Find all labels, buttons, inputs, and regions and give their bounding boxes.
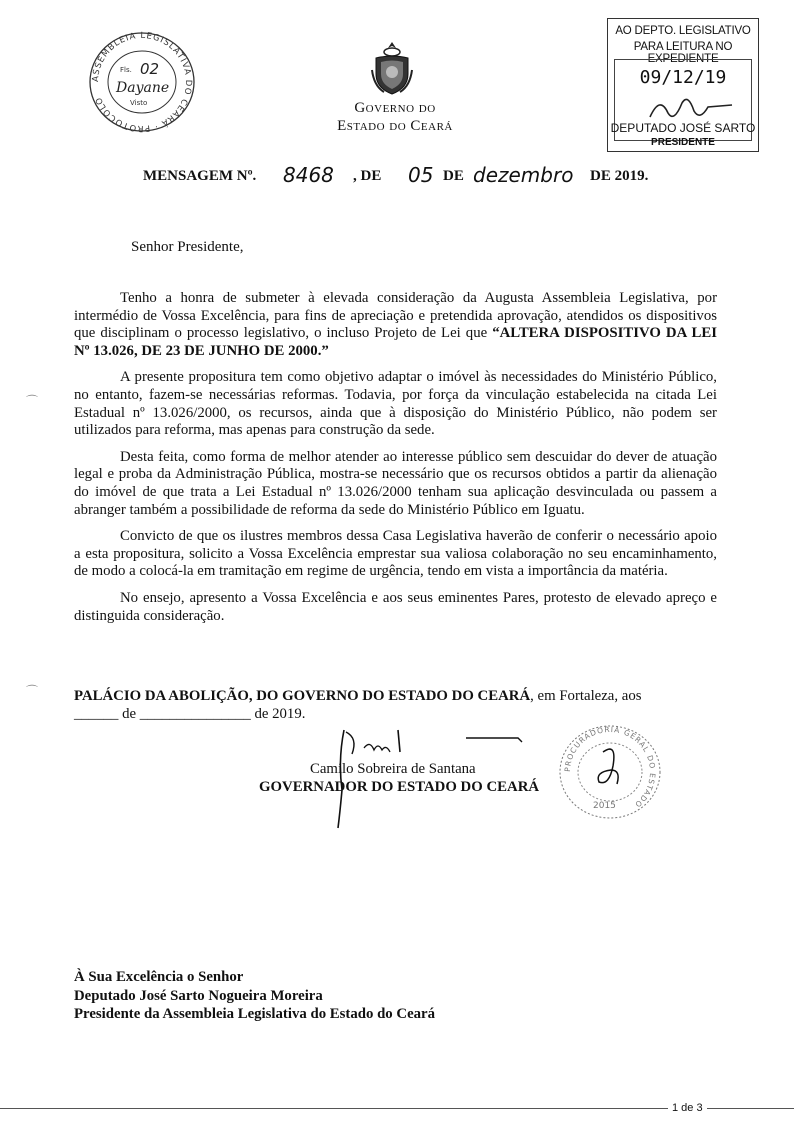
page-number: 1 de 3 bbox=[668, 1102, 707, 1114]
paragraph-4: Convicto de que os ilustres membros dessa Casa Legislativa haverão de conferir o necessário apoio a esta propositura, solicito a Vossa Excelência emprestar sua valiosa colaboração no seu encaminhamento, de modo a colocá-la em tramitação em regime de urgência, tendo em vista a importância da matéria. bbox=[74, 528, 717, 580]
margin-mark: ⌒ bbox=[26, 394, 39, 408]
message-year: DE 2019. bbox=[590, 168, 649, 184]
signatory-name: Camilo Sobreira de Santana bbox=[310, 761, 476, 777]
closing-de: de bbox=[122, 706, 137, 722]
reception-stamp bbox=[607, 18, 759, 152]
reception-stamp-line-2: PARA LEITURA NO EXPEDIENTE bbox=[633, 41, 733, 65]
visto-label: Visto bbox=[130, 99, 148, 107]
header-line-1: Governo do bbox=[354, 100, 436, 116]
closing-place-date bbox=[74, 687, 717, 723]
reception-stamp-deputy: DEPUTADO JOSÉ SARTO bbox=[610, 121, 756, 135]
recipient-line-1: À Sua Excelência o Senhor bbox=[74, 969, 244, 985]
reception-stamp-role: PRESIDENTE bbox=[651, 137, 715, 148]
message-number-line bbox=[143, 163, 663, 189]
recipient-line-3: Presidente da Assembleia Legislativa do Estado do Ceará bbox=[74, 1006, 436, 1022]
fls-label: Fls. bbox=[120, 66, 132, 74]
message-sep-de-1: , DE bbox=[353, 168, 382, 184]
paragraph-5: No ensejo, apresento a Vossa Excelência e aos seus eminentes Pares, protesto de elevado apreço e distinguida consideração. bbox=[74, 589, 717, 624]
coat-of-arms-icon bbox=[370, 40, 414, 96]
paragraph-2: A presente propositura tem como objetivo adaptar o imóvel às necessidades do Ministério Público, no entanto, fazem-se necessárias reformas. Todavia, por força da vinculação estabelecida na citada Lei Estadual nº 13.026/2000, os recursos, ainda que à disposição do Ministério Público, não podem ser utilizados para reforma, mas apenas para construção da sede. bbox=[74, 369, 717, 439]
pge-stamp-ring-text: PROCURADORIA GERAL DO ESTADO bbox=[562, 724, 658, 810]
message-month: dezembro bbox=[473, 163, 574, 187]
pge-stamp bbox=[555, 722, 665, 822]
salutation: Senhor Presidente, bbox=[131, 239, 244, 255]
message-day: 05 bbox=[408, 163, 434, 187]
paragraph-1-text: Tenho a honra de submeter à elevada consideração da Augusta Assembleia Legislativa, por intermédio de Vossa Excelência, para fins de apreciação e pretendida aprovação, atendidos os dispositivos que disciplinam o processo legislativo, o incluso Projeto de Lei que bbox=[74, 290, 717, 342]
fls-value: 02 bbox=[140, 60, 160, 78]
closing-year: de 2019. bbox=[254, 706, 306, 722]
message-label: MENSAGEM Nº. bbox=[143, 168, 257, 184]
paragraph-3: Desta feita, como forma de melhor atender ao interesse público sem descuidar do dever de atuação legal e proba da Administração Pública, mostra-se necessário que os recursos obtidos a partir da alienação do imóvel de que trata a Lei Estadual nº 13.026/2000 tenham sua aplicação desvinculada ou passem a abranger também a possibilidade de reforma da sede do Ministério Público em Iguatu. bbox=[74, 448, 717, 518]
recipient-line-2: Deputado José Sarto Nogueira Moreira bbox=[74, 987, 323, 1004]
bill-title: “ALTERA DISPOSITIVO DA LEI Nº 13.026, DE 23 DE JUNHO DE 2000.” bbox=[74, 325, 717, 359]
reception-stamp-date: 09/12/19 bbox=[639, 67, 727, 88]
reception-stamp-signature-icon bbox=[646, 89, 736, 125]
margin-mark: ⌒ bbox=[26, 684, 39, 698]
pge-stamp-number: 2015 bbox=[593, 801, 616, 811]
closing-blank-month: _______________ bbox=[139, 706, 251, 722]
message-number: 8468 bbox=[283, 163, 334, 187]
protocol-stamp-ring-text: ASSEMBLEIA LEGISLATIVA DO CEARÁ · PROTOCOLO bbox=[90, 30, 194, 134]
stamp-signature: Dayane bbox=[116, 80, 170, 96]
recipient-block bbox=[74, 968, 435, 1024]
closing-rest: , em Fortaleza, aos bbox=[530, 688, 642, 704]
protocol-stamp-seal bbox=[86, 30, 198, 134]
reception-stamp-line-1: AO DEPTO. LEGISLATIVO bbox=[615, 25, 751, 37]
signatory-title: GOVERNADOR DO ESTADO DO CEARÁ bbox=[259, 779, 540, 795]
header-line-2: Estado do Ceará bbox=[337, 118, 453, 134]
protocol-stamp bbox=[86, 30, 198, 134]
paragraph-1 bbox=[74, 290, 717, 360]
message-body bbox=[74, 290, 717, 634]
closing-palace: PALÁCIO DA ABOLIÇÃO, DO GOVERNO DO ESTADO DO CEARÁ bbox=[74, 688, 531, 704]
message-sep-de-2: DE bbox=[443, 168, 464, 184]
closing-blank-day: ______ bbox=[74, 706, 119, 722]
